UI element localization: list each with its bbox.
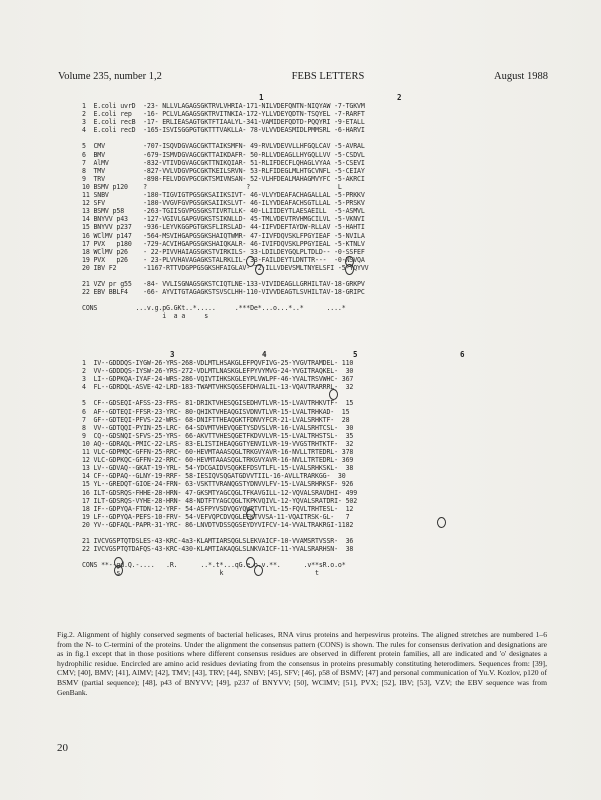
sequence-row: 7 AlMV -832-VTIVDGVAGCGKTTNIKQIAR- 51-RLIFDECFLQHAGLVYAA -5-CSEVI	[82, 158, 365, 167]
segment-number-3: 3	[170, 350, 175, 359]
sequence-row: 8 VV--GDTQQI-PYIN-25-LRC- 64-SDVMTVHEVQGETYSDVSLVR-16-LVALSRHTCSL- 30	[82, 423, 354, 432]
sequence-row: 18 WClMV p26 - 22-PIVVHAIAGSGKSTVIRKILS- 33-LDILDEYGQLPLTDLD-- -0-SSFEF	[82, 247, 365, 256]
sequence-row: 5 CF--GDSEQI-AFSS-23-FRS- 81-DRIKTVHESQGISEDHVTLVR-15-LVAVTRHKVTF- 15	[82, 399, 354, 408]
sequence-row: 3 E.coli recB -17- ERLIEASAGTGKTFTIAALYL-341-VAMIDEFQDTD-PQQYRI -9-ETALL	[82, 118, 365, 127]
sequence-row: 3 LI--GDPKQA-IYAF-24-WRS-286-VQIVTIHKSKGLEYPLVWLPF-46-YVALTRSVWHC- 367	[82, 375, 354, 384]
sequence-row: 6 AF--GDTEQI-FFSR-23-YRC- 80-QHIKTVHEAQGISVDNVTLVR-15-LVALTRHKAD- 15	[82, 407, 350, 416]
encircled-residue	[255, 264, 264, 275]
sequence-row: 17 ILT-GDSRQS-VYHE-28-HRN- 48-NDTFTYAGCQGLTKPKVQIVL-12-YQVALSRATDRI- 502	[82, 496, 358, 505]
sequence-row: 11 VLC-GDPMQC-GFFN-25-RRC- 60-HEVMTAAASQGLTRKGVYAVR-16-NVLLTRTEDRL- 378	[82, 448, 354, 457]
sequence-row	[82, 134, 368, 142]
encircled-residue	[246, 557, 255, 568]
sequence-row	[82, 529, 357, 537]
sequence-row: 1 IV--GDDDQS-IYGW-26-YRS-268-VDLMTLHSAKGLEFPQVFIVG-25-YVGVTRAMDEL- 110	[82, 359, 354, 367]
sequence-row	[82, 553, 357, 561]
sequence-row: 14 CF--GDPAQ--GLNY-19-RRF- 58-IESIQVSQGATGDVVTIIL-16-AVLLTRARKGG- 30	[82, 472, 346, 481]
sequence-row: 6 BMV -679-ISMVDGVAGCGKTTAIKDAFR- 50-RLLVDEAGLLHYGQLLVV -5-CSDVL	[82, 150, 365, 159]
sequence-row: 22 IVCVGSPTQTDAFQS-43-KRC-430-KLAMTIAKAQGLSLNKVAICF-11-YVALSRARHSN- 38	[82, 545, 354, 554]
sequence-row: 19 PVX p26 - 23-PLVVHAVAGAGKSTALRKLIL- 33-FAILDEYTLDNTTR--- -0-NSVQA	[82, 255, 365, 264]
sequence-row: 5 CMV -707-ISQVDGVAGCGKTTAIKSMFN- 49-RVLVDEVVLLHFGQLCAV -5-AVRAL	[82, 142, 365, 151]
sequence-row: 2 E.coli rep -16- PCLVLAGAGSGKTRVITNKIA-172-YLLVDEYQDTN-TSQYEL -7-RARFT	[82, 110, 365, 119]
sequence-row: 9 TRV -898-FELVDGVPGCGKTSMIVNSAN- 52-VLHFDEALMAHAGMVYFC -5-AKRCI	[82, 174, 365, 183]
segment-number-6: 6	[460, 350, 465, 359]
sequence-row: 9 CQ--GDSNQI-SFVS-25-YRS- 66-AKVTTVHESQGETFKDVVLVR-15-LVALTRHSTSL- 35	[82, 431, 354, 440]
encircled-residue	[437, 517, 446, 528]
encircled-residue	[329, 389, 338, 400]
sequence-row: 17 PVX p180 -729-ACVIHGAPGSGKSHAIQKALR- 46-IVIFDQVSKLPPGYIEAL -5-KTNLV	[82, 239, 365, 248]
sequence-row: i a a s	[82, 312, 209, 321]
sequence-row: 21 VZV pr g55 -84- VVLISGNAGSGKSTCIQTLNE-133-VIVIDEAGLLGRHILTAV-18-GRKPV	[82, 280, 365, 289]
segment-number-1: 1	[259, 93, 264, 102]
page-number: 20	[57, 742, 68, 754]
sequence-row: 20 YV--GDFAQL-PAPR-31-YRC- 86-LNVDTVDSSQGSEYDYVIFCV-14-VVALTRAKRGI-1182	[82, 520, 354, 529]
journal-volume: Volume 235, number 1,2	[58, 71, 162, 82]
sequence-row: 11 SNBV -180-TIGVIGTPGSGKSAIIKSIVT- 46-VLVYDEAFACHAGALLAL -5-PRKKV	[82, 191, 365, 200]
sequence-row: 16 WClMV p147 -564-MSVIHGAPGSGKSHAIQTWMR- 47-IIVFDQVSKLFPGYIEAF -5-NVILA	[82, 231, 365, 240]
sequence-row: s k t	[82, 569, 319, 578]
encircled-residue	[246, 256, 255, 267]
segment-number-2: 2	[397, 93, 402, 102]
sequence-row: 12 VLC-GDPKQC-GFFN-22-RRC- 60-HEVMTAAASQGLTRKGVYAVR-16-NVLLTRTEDRL- 369	[82, 456, 354, 465]
sequence-row: 4 FL--GDRDQL-ASVE-42-LRD-183-TWAMTVHKSQGSEFDHVALIL-13-VQAVTRARRRL- 32	[82, 383, 354, 392]
sequence-row: 2 VV--GDDDQS-IYSW-26-YRS-272-VDLMTLNASKGLEFPYVYMVG-24-YVGITRAQKEL- 30	[82, 367, 354, 376]
sequence-row: 7 GF--GDTEQI-PFVS-22-WRS- 68-DNIFTTHEAQGKTFDNVYFCR-21-LVALSRHKTF- 28	[82, 415, 350, 424]
sequence-row: 19 LF--GDPYQA-PEFS-10-FRV- 54-VEFVQPCDVQGLEFKTVVSA-11-VQAITRSK-GL- 7	[82, 512, 350, 521]
sequence-row: 10 AQ--GDRAQL-PMIC-22-LRS- 83-ELISTIHEAQGGTYENVILVR-19-VVGSTRHTKTF- 32	[82, 439, 354, 448]
alignment-block-2	[82, 359, 357, 578]
running-header	[58, 71, 548, 82]
sequence-row: 21 IVCVGSPTQTDSLES-43-KRC-4a3-KLAMTIARSQGLSLEKVAICF-10-VVAMSRTVSSR- 36	[82, 537, 354, 546]
sequence-row: 20 IBV F2 -1167-RTTVDGPPGSGKSHFAIGLAV- 72-ILLVDEVSMLTNYELSFI -5-YQYVV	[82, 263, 369, 272]
sequence-row: 10 BSMV p120 ? ? L	[82, 182, 342, 191]
sequence-row: 18 IF--GDPYQA-FTDN-12-YRF- 54-ASFPYVSDVQGYQWPTVTLYL-15-FQVLTRHTESL- 12	[82, 504, 354, 513]
sequence-row	[82, 272, 368, 280]
journal-title: FEBS LETTERS	[291, 71, 365, 82]
sequence-row: 16 ILT-GDSRQS-FHHE-28-HRN- 47-GKSMTYAGCQGLTFKAVGILL-12-VQVALSRAVDHI- 499	[82, 488, 358, 497]
sequence-row	[82, 391, 357, 399]
sequence-row: 4 E.coli recD -165-ISVISGGPGTGKTTTVAKLLA- 78-VLVVDEASMIDLPMMSRL -6-HARVI	[82, 126, 365, 135]
sequence-row: 13 LV--GDVAQ--GKAT-19-YRL- 54-YDCGAIDVSQGKEFDSVTLFL-15-LVALSRHKSKL- 38	[82, 464, 354, 473]
sequence-row: 14 BNYVV p43 -127-VGIVLGAPGVGKSTSIKNLLD- 45-TMLVDEVTRVHMGCILVL -5-VKNVI	[82, 215, 365, 224]
sequence-row: CONS ...v.g.pG.GKt..*..... .***De*...o...*..* ....*	[82, 304, 346, 313]
sequence-row: 12 SFV -180-VVGVFGVPGSGKSAIIKSLVT- 46-ILYVDEAFACHSGTLLAL -5-PRSKV	[82, 199, 365, 208]
sequence-row: 1 E.coli uvrD -23- NLLVLAGAGSGKTRVLVHRIA-171-NILVDEFQNTN-NIQYAW -7-TGKVM	[82, 102, 365, 110]
issue-date: August 1988	[494, 71, 548, 82]
encircled-residue	[345, 264, 354, 275]
sequence-row	[82, 296, 368, 304]
sequence-row: 22 EBV BBLF4 -66- AYVITGTAGAGKSTSVSCLHH-110-VIVVDEAGTLSVHILTAV-18-GRIPC	[82, 288, 365, 297]
sequence-row: 15 YL--GREDQT-GIOE-24-FRN- 63-VSKTTVRANQGSTYDNVVLFV-15-LVALSRHRKSF- 926	[82, 480, 354, 489]
encircled-residue	[246, 509, 255, 520]
sequence-row: 13 BSMV p58 -263-TGIISGVPGSGKSTIVRTLLK- 40-LLIIDEYTLAESAEILL -5-ASMVL	[82, 207, 365, 216]
figure-caption: Fig.2. Alignment of highly conserved segments of bacterial helicases, RNA virus proteins and herpesvirus proteins. The aligned stretches are numbered 1–6 from the N- to C-termini of the proteins. Under the alignment the consensus pattern (CONS) is shown. The rules for consensus derivation and designations are as in fig.1 except that in those positions where different consensus residues are observed in different protein families, all are indicated and 'o' designates a hydrophilic residue. Encircled are amino acid residues deviating from the consensus in proteins presumably constituting heterodimers. Sequences from: [39], CMV; [40], BMV; [41], AlMV; [42], TMV; [43], TRV; [44], SNBV; [45], SFV; [46], p58 of BSMV; [47] and personal communication of Yu.V. Kozlov, p120 of BSMV (partial sequence); [48], p43 of BNYVV; [49], p237 of BNYVV; [50], WClMV; [51], PVX; [52], IBV; [53], VZV; the EBV sequence was from GenBank.	[57, 630, 547, 697]
alignment-block-1	[82, 102, 368, 321]
segment-number-5: 5	[353, 350, 358, 359]
sequence-row: CONS **--gd.Q.-.... .R. ..*.t*...qG.e.o.v.**. .v**sR.o.o*	[82, 561, 346, 570]
segment-number-4: 4	[262, 350, 267, 359]
sequence-row: 15 BNYVV p237 -936-LEYVKGGPGTGKSFLIRSLAD- 44-IIFVDEFTAYDW-RLLAV -5-HAHTI	[82, 223, 365, 232]
encircled-residue	[254, 565, 263, 576]
sequence-row: 8 TMV -827-VVLVDGVPGCGKTKEILSRVN- 53-RLFIDEGLMLHTGCVNFL -5-CEIAY	[82, 166, 365, 175]
encircled-residue	[114, 565, 123, 576]
